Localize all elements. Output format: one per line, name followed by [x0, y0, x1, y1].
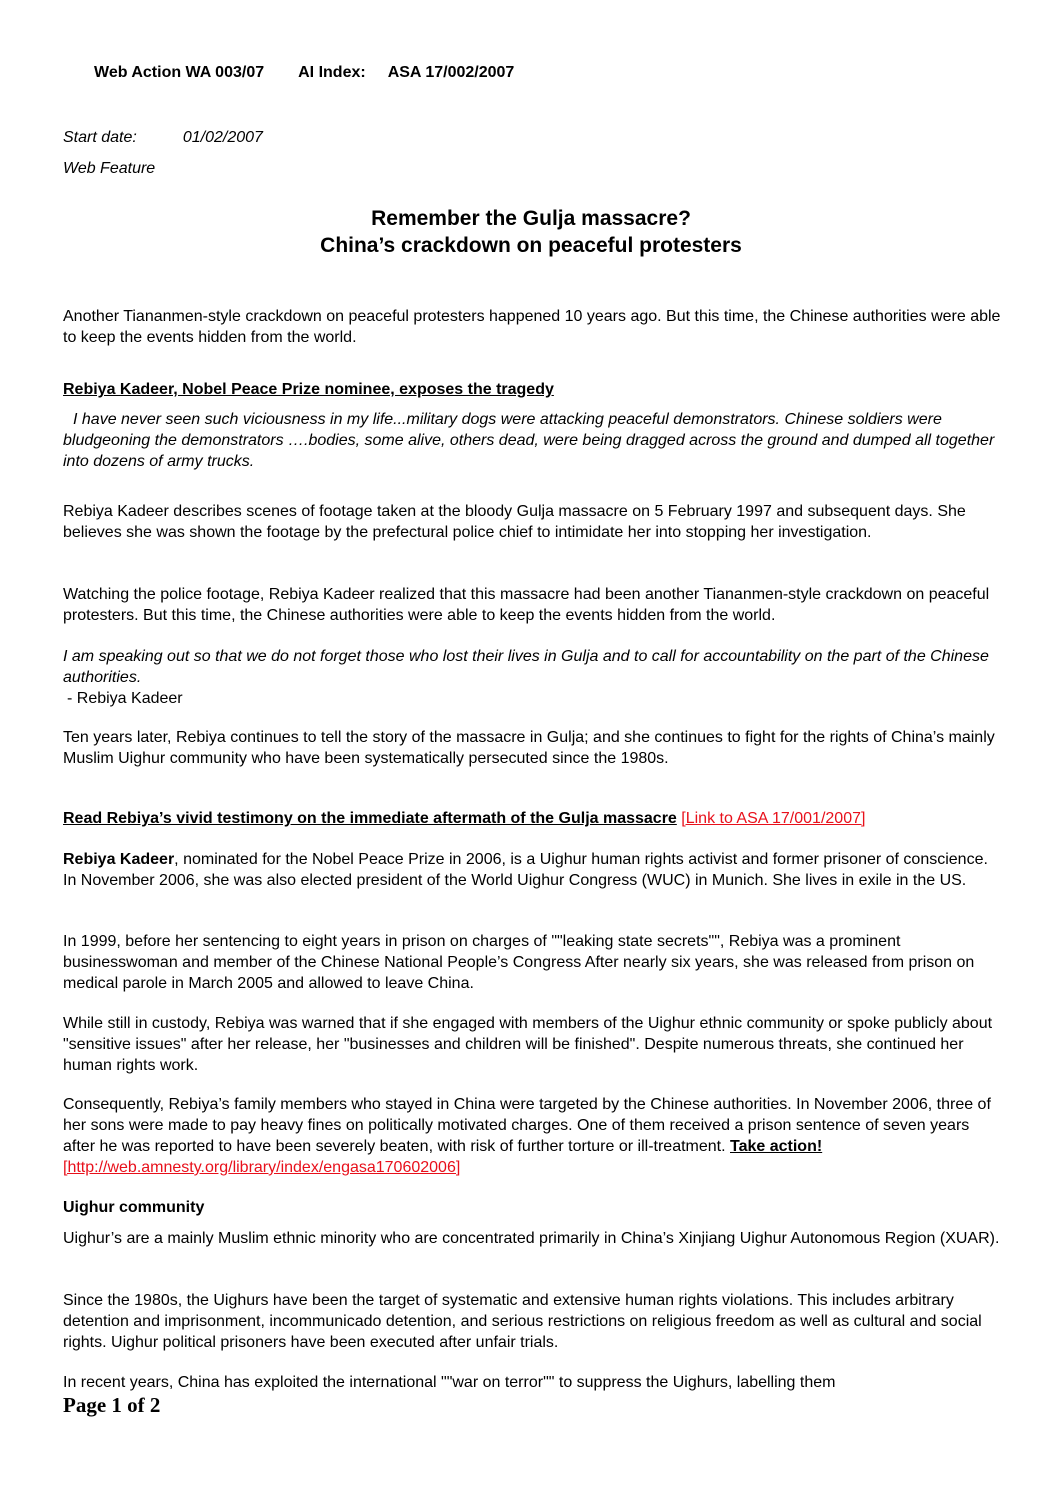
title-line-1: Remember the Gulja massacre? [371, 207, 691, 230]
uighur-paragraph-2: Since the 1980s, the Uighurs have been the target of systematic and extensive human rights violations. This includes arbitrary detention and imprisonment, incommunicado detention, and serious restrictions on religious freedom as well as cultural and social rights. Uighur political prisoners have been executed after unfair trials. [63, 1292, 982, 1351]
section-heading-kadeer: Rebiya Kadeer, Nobel Peace Prize nominee, exposes the tragedy [63, 381, 554, 398]
tiananmen-paragraph: Watching the police footage, Rebiya Kadeer realized that this massacre had been another Tiananmen-style crackdown on peaceful protesters. But this time, the Chinese authorities were able to keep the events hidden from the world. [63, 586, 990, 624]
ai-index-label: AI Index: [298, 64, 366, 81]
page-title [0, 205, 1062, 259]
take-action-link[interactable]: Take action! [730, 1138, 823, 1155]
document-type: Web Feature [63, 160, 156, 177]
sentencing-paragraph: In 1999, before her sentencing to eight years in prison on charges of ""leaking state secrets"", Rebiya was a prominent businesswoman and member of the Chinese National People’s Congress After nearly six years, she was released from prison on medical parole in March 2005 and allowed to leave China. [63, 933, 975, 992]
section-heading-uighur: Uighur community [63, 1199, 205, 1216]
web-action-number: Web Action WA 003/07 [94, 64, 265, 81]
uighur-paragraph-1: Uighur’s are a mainly Muslim ethnic minority who are concentrated primarily in China’s Xinjiang Uighur Autonomous Region (XUAR). [63, 1230, 1000, 1247]
ai-index-value: ASA 17/002/2007 [387, 64, 515, 81]
start-date-value: 01/02/2007 [182, 129, 263, 146]
document-header [94, 64, 514, 82]
quote-paragraph: I have never seen such viciousness in my life...military dogs were attacking peaceful demonstrators. Chinese soldiers were bludgeoning the demonstrators ….bodies, some alive, others dead, were being dragged across the ground and dumped all together into dozens of army trucks. [63, 411, 995, 470]
custody-paragraph: While still in custody, Rebiya was warned that if she engaged with members of the Uighur ethnic community or spoke publicly about "sensitive issues" after her release, her "businesses and children will be finished". Despite numerous threats, she continued her human rights work. [63, 1015, 993, 1074]
testimony-heading: Read Rebiya’s vivid testimony on the immediate aftermath of the Gulja massacre [63, 810, 677, 827]
ten-years-paragraph: Ten years later, Rebiya continues to tell the story of the massacre in Gulja; and she continues to fight for the rights of China’s mainly Muslim Uighur community who have been systematically persecuted since the 1980s. [63, 729, 995, 767]
bio-paragraph [63, 849, 1003, 891]
title-line-2: China’s crackdown on peaceful protesters [320, 234, 742, 257]
bio-text: , nominated for the Nobel Peace Prize in 2006, is a Uighur human rights activist and former prisoner of conscience. In November 2006, she was also elected president of the World Uighur Congress (WUC) in Munich. She lives in exile in the US. [63, 851, 988, 889]
start-date-line [63, 127, 1003, 148]
intro-paragraph: Another Tiananmen-style crackdown on peaceful protesters happened 10 years ago. But this time, the Chinese authorities were able to keep the events hidden from the world. [63, 308, 1001, 346]
start-date-label: Start date: [63, 129, 137, 146]
family-paragraph [63, 1094, 1003, 1178]
uighur-paragraph-3: In recent years, China has exploited the international ""war on terror"" to suppress the Uighurs, labelling them [63, 1374, 836, 1391]
testimony-link[interactable]: [Link to ASA 17/001/2007] [681, 810, 866, 827]
page-number: Page 1 of 2 [63, 1393, 161, 1417]
footage-paragraph: Rebiya Kadeer describes scenes of footage taken at the bloody Gulja massacre on 5 February 1997 and subsequent days. She believes she was shown the footage by the prefectural police chief to intimidate her into stopping her investigation. [63, 503, 966, 541]
bio-name: Rebiya Kadeer [63, 851, 175, 868]
kadeer-quote-block [63, 646, 1003, 709]
kadeer-quote: I am speaking out so that we do not forget those who lost their lives in Gulja and to call for accountability on the part of the Chinese authorities. [63, 648, 989, 686]
take-action-url-link[interactable]: [http://web.amnesty.org/library/index/engasa170602006] [63, 1159, 461, 1176]
quote-attribution: - Rebiya Kadeer [67, 690, 183, 707]
family-text: Consequently, Rebiya’s family members who stayed in China were targeted by the Chinese authorities. In November 2006, three of her sons were made to pay heavy fines on politically motivated charges. One of them received a prison sentence of seven years after he was reported to have been severely beaten, with risk of further torture or ill-treatment. [63, 1096, 991, 1155]
testimony-heading-line [63, 808, 1003, 829]
